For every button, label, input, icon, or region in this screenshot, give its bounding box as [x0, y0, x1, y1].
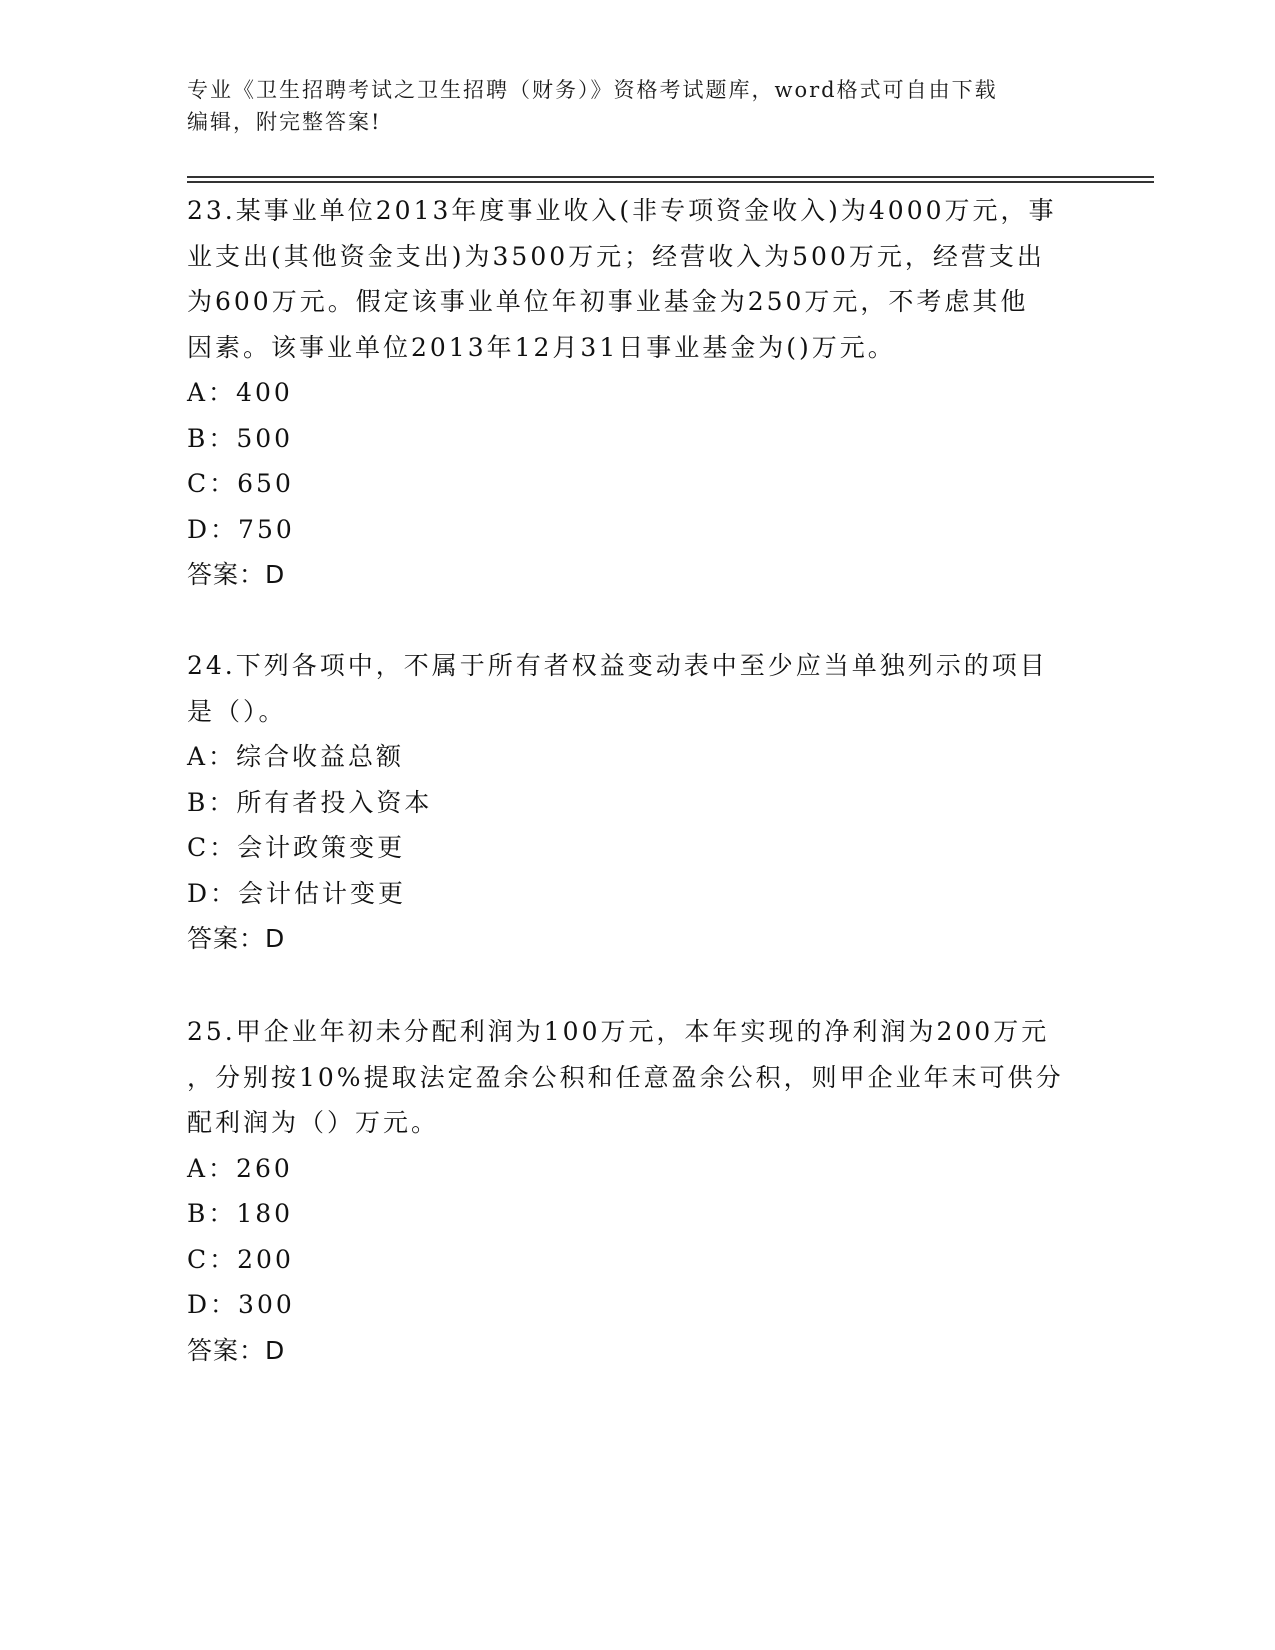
question-text-line: 是（）。: [187, 696, 287, 726]
option-c: C：200: [187, 1244, 294, 1274]
question-24: [187, 643, 1087, 962]
question-text-line: 因素。该事业单位2013年12月31日事业基金为()万元。: [187, 332, 896, 362]
answer-line: 答案：D: [187, 924, 286, 953]
header-line: 编辑，附完整答案!: [187, 110, 382, 134]
question-23: [187, 188, 1087, 598]
question-25: [187, 1009, 1087, 1373]
document-header: [187, 74, 1067, 138]
question-text-line: 23.某事业单位2013年度事业收入(非专项资金收入)为4000万元，事: [187, 196, 1057, 225]
header-divider-top: [187, 176, 1154, 178]
option-d: D：会计估计变更: [187, 878, 407, 908]
option-d: D：750: [187, 514, 295, 544]
option-d: D：300: [187, 1290, 295, 1319]
answer-line: 答案：D: [187, 1335, 286, 1365]
question-text-line: ，分别按10%提取法定盈余公积和任意盈余公积，则甲企业年末可供分: [187, 1062, 1064, 1092]
option-c: C：会计政策变更: [187, 833, 406, 862]
option-a: A：综合收益总额: [187, 742, 405, 771]
option-b: B：180: [187, 1199, 294, 1228]
header-divider-bottom: [187, 181, 1154, 183]
question-text-line: 为600万元。假定该事业单位年初事业基金为250万元，不考虑其他: [187, 287, 1029, 316]
option-a: A：400: [187, 378, 293, 407]
option-b: B：500: [187, 423, 294, 453]
question-text-line: 业支出(其他资金支出)为3500万元；经营收入为500万元，经营支出: [187, 241, 1045, 271]
header-line: 专业《卫生招聘考试之卫生招聘（财务）》资格考试题库，word格式可自由下载: [187, 78, 998, 102]
question-text-line: 配利润为（）万元。: [187, 1108, 440, 1137]
answer-line: 答案：D: [187, 560, 286, 589]
option-c: C：650: [187, 469, 294, 498]
question-text-line: 24.下列各项中，不属于所有者权益变动表中至少应当单独列示的项目: [187, 651, 1048, 680]
option-b: B：所有者投入资本: [187, 787, 433, 817]
question-text-line: 25.甲企业年初未分配利润为100万元，本年实现的净利润为200万元: [187, 1017, 1050, 1046]
option-a: A：260: [187, 1153, 293, 1183]
